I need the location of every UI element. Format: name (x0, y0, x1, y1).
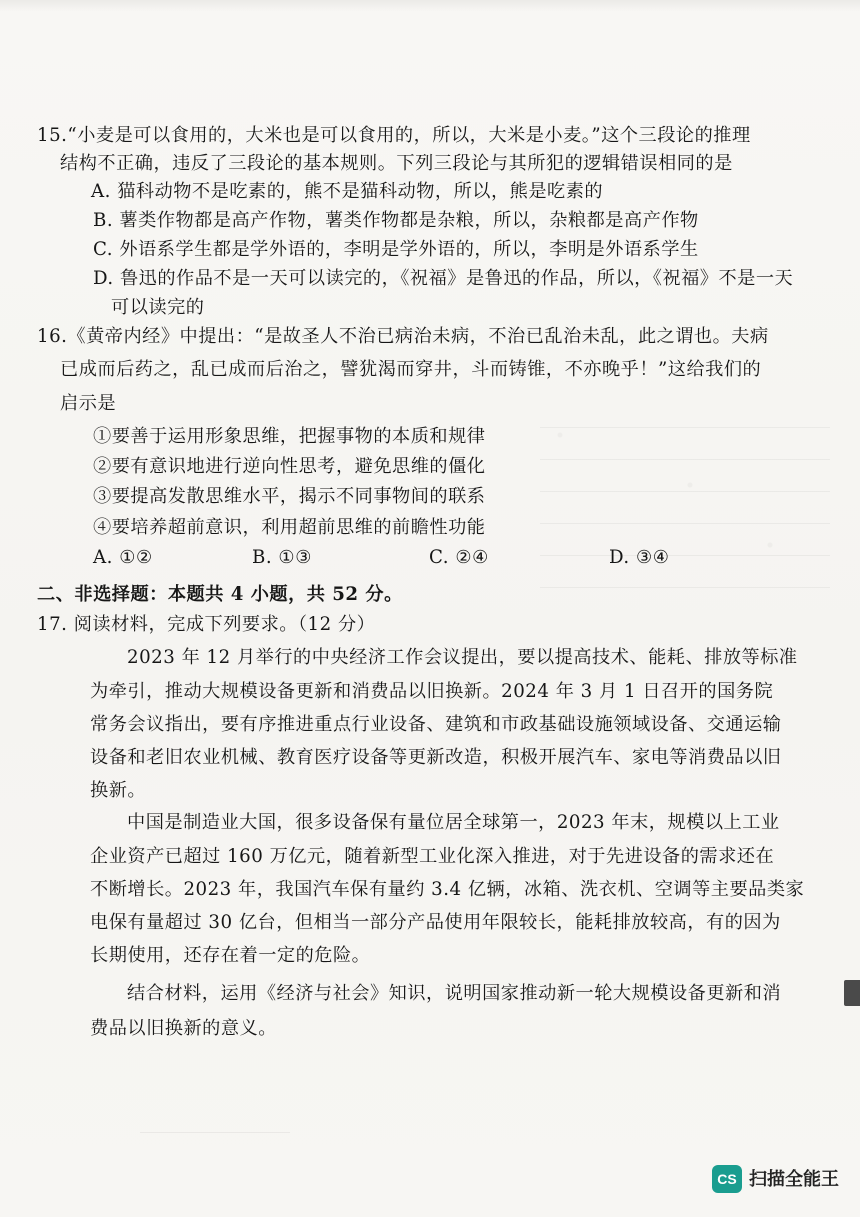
q17-para-1-line-4: 设备和老旧农业机械、教育医疗设备等更新改造，积极开展汽车、家电等消费品以旧 (90, 747, 782, 768)
q16-stem-line-2: 已成而后药之，乱已成而后治之，譬犹渴而穿井，斗而铸锥，不亦晚乎！”这给我们的 (60, 359, 762, 380)
q15-stem-line-2: 结构不正确，违反了三段论的基本规则。下列三段论与其所犯的逻辑错误相同的是 (60, 153, 733, 174)
camscanner-logo-icon: CS (712, 1165, 742, 1193)
section-heading: 二、非选择题：本题共 4 小题，共 52 分。 (37, 584, 403, 605)
q15-option-c: C. 外语系学生都是学外语的，李明是学外语的，所以，李明是外语系学生 (93, 239, 699, 260)
q16-statement-4: ④要培养超前意识，利用超前思维的前瞻性功能 (93, 517, 486, 538)
q17-para-2-line-5: 长期使用，还存在着一定的危险。 (90, 945, 371, 966)
q17-para-2-line-2: 企业资产已超过 160 万亿元，随着新型工业化深入推进，对于先进设备的需求还在 (90, 846, 775, 867)
q16-option-c: C. ②④ (429, 547, 489, 568)
q17-para-2-line-4: 电保有量超过 30 亿台，但相当一部分产品使用年限较长，能耗排放较高，有的因为 (90, 912, 781, 933)
q15-option-b: B. 薯类作物都是高产作物，薯类作物都是杂粮，所以，杂粮都是高产作物 (93, 210, 699, 231)
q17-para-1-line-2: 为牵引，推动大规模设备更新和消费品以旧换新。2024 年 3 月 1 日召开的国务院 (90, 681, 774, 702)
q16-stem-line-1: 16.《黄帝内经》中提出：“是故圣人不治已病治未病，不治已乱治未乱，此之谓也。夫病 (37, 326, 769, 347)
q17-para-2-line-3: 不断增长。2023 年，我国汽车保有量约 3.4 亿辆，冰箱、洗衣机、空调等主要品类家 (90, 879, 805, 900)
q16-statement-1: ①要善于运用形象思维，把握事物的本质和规律 (93, 426, 486, 447)
bleed-through-marks (540, 405, 830, 605)
scan-edge-mark (844, 980, 860, 1006)
q16-statement-3: ③要提高发散思维水平，揭示不同事物间的联系 (93, 486, 486, 507)
scanner-watermark (712, 1165, 844, 1193)
q15-option-d-line-1: D. 鲁迅的作品不是一天可以读完的，《祝福》是鲁迅的作品，所以，《祝福》不是一天 (93, 268, 794, 289)
q16-statement-2: ②要有意识地进行逆向性思考，避免思维的僵化 (93, 456, 486, 477)
scan-edge-shadow (0, 0, 860, 12)
q16-option-b: B. ①③ (252, 547, 313, 568)
q17-para-1-line-1: 2023 年 12 月举行的中央经济工作会议提出，要以提高技术、能耗、排放等标准 (127, 647, 798, 668)
q17-para-1-line-5: 换新。 (90, 780, 147, 801)
q17-task-line-1: 结合材料，运用《经济与社会》知识，说明国家推动新一轮大规模设备更新和消 (127, 983, 782, 1004)
bleed-through-text (540, 405, 830, 605)
watermark-label: 扫描全能王 (749, 1169, 839, 1189)
q17-task-line-2: 费品以旧换新的意义。 (90, 1018, 277, 1039)
q15-option-a: A. 猫科动物不是吃素的，熊不是猫科动物，所以，熊是吃素的 (91, 181, 604, 202)
q17-stem: 17. 阅读材料，完成下列要求。（12 分） (37, 614, 376, 635)
q16-stem-line-3: 启示是 (60, 393, 117, 414)
q16-option-d: D. ③④ (609, 547, 670, 568)
q15-option-d-line-2: 可以读完的 (111, 297, 205, 318)
q16-option-a: A. ①② (93, 547, 153, 568)
q16-options-row (93, 546, 713, 570)
q17-para-1-line-3: 常务会议指出，要有序推进重点行业设备、建筑和市政基础设施领域设备、交通运输 (90, 714, 782, 735)
q17-para-2-line-1: 中国是制造业大国，很多设备保有量位居全球第一，2023 年末，规模以上工业 (127, 812, 780, 833)
q15-stem-line-1: 15.“小麦是可以食用的，大米也是可以食用的，所以，大米是小麦。”这个三段论的推理 (37, 125, 751, 146)
bleed-through-line (140, 1132, 290, 1133)
